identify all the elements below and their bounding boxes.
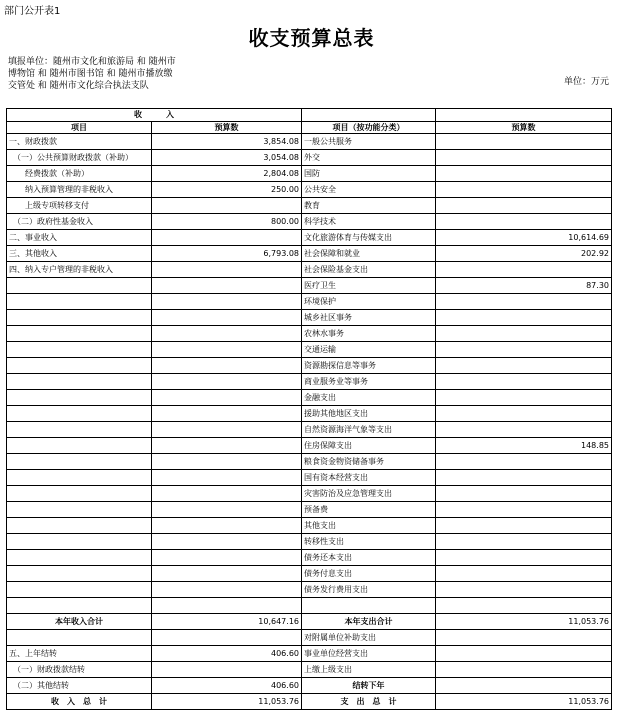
expend-item-cell: 国有资本经营支出 <box>302 470 436 486</box>
expend-item-cell: 环境保护 <box>302 294 436 310</box>
income-item-cell <box>7 502 152 518</box>
expend-budget-cell <box>436 422 612 438</box>
income-budget-cell: 3,854.08 <box>152 134 302 150</box>
income-budget-cell <box>152 422 302 438</box>
expend-budget-cell <box>436 598 612 614</box>
expend-budget-cell <box>436 326 612 342</box>
income-budget-cell <box>152 470 302 486</box>
table-row <box>7 534 612 550</box>
income-section-label: 收 入 <box>7 109 302 122</box>
income-budget-cell <box>152 358 302 374</box>
expend-item-cell: 住房保障支出 <box>302 438 436 454</box>
expend-item-cell: 对附属单位补助支出 <box>302 630 436 646</box>
expend-item-cell: 上缴上级支出 <box>302 662 436 678</box>
income-item-cell: 经费拨款（补助） <box>7 166 152 182</box>
expend-budget-cell <box>436 406 612 422</box>
expend-item-cell: 结转下年 <box>302 678 436 694</box>
expend-item-cell: 债务发行费用支出 <box>302 582 436 598</box>
income-item-cell: 纳入预算管理的非税收入 <box>7 182 152 198</box>
table-row <box>7 310 612 326</box>
table-row <box>7 598 612 614</box>
income-item-cell: 四、纳入专户管理的非税收入 <box>7 262 152 278</box>
currency-unit: 单位：万元 <box>563 77 609 87</box>
income-budget-cell <box>152 534 302 550</box>
table-row <box>7 246 612 262</box>
income-item-cell: 二、事业收入 <box>7 230 152 246</box>
header-income-item: 项目 <box>7 122 152 134</box>
income-budget-cell <box>152 438 302 454</box>
table-row <box>7 390 612 406</box>
table-row <box>7 198 612 214</box>
expend-item-cell: 转移性支出 <box>302 534 436 550</box>
document-number: 部门公开表1 <box>4 6 61 17</box>
income-budget-cell: 2,804.08 <box>152 166 302 182</box>
expend-item-cell: 社会保险基金支出 <box>302 262 436 278</box>
column-header-row <box>7 122 612 134</box>
expend-item-cell: 社会保障和就业 <box>302 246 436 262</box>
expend-budget-cell <box>436 518 612 534</box>
income-budget-cell <box>152 550 302 566</box>
expend-budget-cell <box>436 390 612 406</box>
table-row <box>7 566 612 582</box>
expend-budget-cell <box>436 502 612 518</box>
expend-budget-cell <box>436 134 612 150</box>
income-budget-cell <box>152 502 302 518</box>
expend-budget-cell <box>436 182 612 198</box>
table-row <box>7 470 612 486</box>
income-item-cell <box>7 582 152 598</box>
budget-summary-table <box>6 108 612 710</box>
income-item-cell <box>7 438 152 454</box>
header-income-budget: 预算数 <box>152 122 302 134</box>
expend-item-cell: 事业单位经营支出 <box>302 646 436 662</box>
expend-budget-cell <box>436 358 612 374</box>
expend-budget-cell: 87.30 <box>436 278 612 294</box>
expend-item-cell: 粮食资金物资储备事务 <box>302 454 436 470</box>
expend-budget-cell <box>436 454 612 470</box>
income-budget-cell <box>152 598 302 614</box>
income-budget-cell: 11,053.76 <box>152 694 302 710</box>
table-row <box>7 518 612 534</box>
expend-budget-cell <box>436 646 612 662</box>
income-budget-cell <box>152 582 302 598</box>
table-row <box>7 662 612 678</box>
empty-cell <box>302 109 436 122</box>
table-row <box>7 550 612 566</box>
expend-item-cell: 医疗卫生 <box>302 278 436 294</box>
expend-budget-cell <box>436 486 612 502</box>
header-expend-item: 项目（按功能分类） <box>302 122 436 134</box>
income-budget-cell: 406.60 <box>152 678 302 694</box>
table-row <box>7 182 612 198</box>
table-row <box>7 214 612 230</box>
expend-item-cell: 债务付息支出 <box>302 566 436 582</box>
expend-budget-cell <box>436 150 612 166</box>
table-row <box>7 150 612 166</box>
table-row <box>7 582 612 598</box>
expend-budget-cell <box>436 214 612 230</box>
expend-item-cell: 国防 <box>302 166 436 182</box>
income-budget-cell <box>152 406 302 422</box>
income-item-cell <box>7 342 152 358</box>
table-row <box>7 262 612 278</box>
expend-budget-cell <box>436 534 612 550</box>
expend-budget-cell <box>436 630 612 646</box>
expend-budget-cell <box>436 198 612 214</box>
income-item-cell <box>7 566 152 582</box>
income-item-cell <box>7 470 152 486</box>
expend-budget-cell <box>436 294 612 310</box>
table-row <box>7 614 612 630</box>
income-budget-cell: 3,054.08 <box>152 150 302 166</box>
expend-item-cell: 支 出 总 计 <box>302 694 436 710</box>
table-row <box>7 630 612 646</box>
income-budget-cell <box>152 198 302 214</box>
table-row <box>7 278 612 294</box>
expend-item-cell: 灾害防治及应急管理支出 <box>302 486 436 502</box>
income-budget-cell: 800.00 <box>152 214 302 230</box>
expend-item-cell: 自然资源海洋气象等支出 <box>302 422 436 438</box>
income-item-cell: 上级专项转移支付 <box>7 198 152 214</box>
expend-budget-cell <box>436 262 612 278</box>
expend-item-cell: 预备费 <box>302 502 436 518</box>
table-row <box>7 502 612 518</box>
income-item-cell <box>7 294 152 310</box>
income-item-cell: 五、上年结转 <box>7 646 152 662</box>
income-budget-cell <box>152 374 302 390</box>
income-budget-cell: 406.60 <box>152 646 302 662</box>
expend-item-cell: 科学技术 <box>302 214 436 230</box>
expend-item-cell: 公共安全 <box>302 182 436 198</box>
expend-budget-cell <box>436 470 612 486</box>
expend-budget-cell <box>436 582 612 598</box>
expend-item-cell: 债务还本支出 <box>302 550 436 566</box>
expend-item-cell: 商业服务业等事务 <box>302 374 436 390</box>
income-budget-cell <box>152 454 302 470</box>
expend-item-cell: 其他支出 <box>302 518 436 534</box>
reporting-unit: 填报单位：随州市文化和旅游局 和 随州市博物馆 和 随州市图书馆 和 随州市播放缴交管处 和 随州市文化综合执法支队 <box>8 57 176 91</box>
income-item-cell <box>7 278 152 294</box>
expend-budget-cell: 202.92 <box>436 246 612 262</box>
table-row <box>7 326 612 342</box>
expend-budget-cell: 10,614.69 <box>436 230 612 246</box>
income-item-cell <box>7 406 152 422</box>
income-budget-cell: 10,647.16 <box>152 614 302 630</box>
expend-item-cell: 城乡社区事务 <box>302 310 436 326</box>
expend-budget-cell <box>436 166 612 182</box>
income-budget-cell <box>152 342 302 358</box>
expend-item-cell: 农林水事务 <box>302 326 436 342</box>
expend-budget-cell: 11,053.76 <box>436 694 612 710</box>
income-budget-cell <box>152 390 302 406</box>
income-budget-cell <box>152 486 302 502</box>
expend-budget-cell <box>436 374 612 390</box>
expend-item-cell: 外交 <box>302 150 436 166</box>
income-item-cell <box>7 310 152 326</box>
expend-item-cell: 一般公共服务 <box>302 134 436 150</box>
table-row <box>7 406 612 422</box>
income-item-cell <box>7 550 152 566</box>
table-row <box>7 134 612 150</box>
income-budget-cell <box>152 566 302 582</box>
income-item-cell: 本年收入合计 <box>7 614 152 630</box>
page-title: 收支预算总表 <box>248 26 375 50</box>
expend-budget-cell: 148.85 <box>436 438 612 454</box>
expend-budget-cell <box>436 566 612 582</box>
income-item-cell: （一）公共预算财政拨款（补助） <box>7 150 152 166</box>
expend-budget-cell <box>436 550 612 566</box>
expend-budget-cell <box>436 342 612 358</box>
income-item-cell <box>7 518 152 534</box>
income-item-cell <box>7 486 152 502</box>
income-item-cell: 一、财政拨款 <box>7 134 152 150</box>
expend-budget-cell <box>436 662 612 678</box>
income-budget-cell <box>152 326 302 342</box>
income-item-cell: （二）政府性基金收入 <box>7 214 152 230</box>
income-item-cell <box>7 422 152 438</box>
income-item-cell: （一）财政拨款结转 <box>7 662 152 678</box>
table-row <box>7 294 612 310</box>
table-row <box>7 230 612 246</box>
income-item-cell <box>7 598 152 614</box>
income-item-cell <box>7 374 152 390</box>
income-budget-cell <box>152 662 302 678</box>
table-row <box>7 342 612 358</box>
table-row <box>7 646 612 662</box>
income-budget-cell <box>152 294 302 310</box>
income-item-cell <box>7 454 152 470</box>
income-budget-cell <box>152 310 302 326</box>
income-budget-cell: 6,793.08 <box>152 246 302 262</box>
table-row <box>7 694 612 710</box>
empty-cell <box>436 109 612 122</box>
expend-item-cell <box>302 598 436 614</box>
table-row <box>7 374 612 390</box>
table-row <box>7 454 612 470</box>
income-item-cell <box>7 534 152 550</box>
section-header-row <box>7 109 612 122</box>
income-item-cell: 收 入 总 计 <box>7 694 152 710</box>
expend-budget-cell <box>436 678 612 694</box>
income-budget-cell <box>152 630 302 646</box>
income-item-cell <box>7 326 152 342</box>
income-budget-cell <box>152 518 302 534</box>
expend-item-cell: 文化旅游体育与传媒支出 <box>302 230 436 246</box>
table-row <box>7 678 612 694</box>
income-item-cell <box>7 630 152 646</box>
income-item-cell: 三、其他收入 <box>7 246 152 262</box>
table-row <box>7 166 612 182</box>
table-row <box>7 486 612 502</box>
expend-item-cell: 资源勘探信息等事务 <box>302 358 436 374</box>
income-budget-cell <box>152 262 302 278</box>
expend-item-cell: 教育 <box>302 198 436 214</box>
expend-item-cell: 金融支出 <box>302 390 436 406</box>
expend-item-cell: 交通运输 <box>302 342 436 358</box>
expend-item-cell: 援助其他地区支出 <box>302 406 436 422</box>
income-budget-cell: 250.00 <box>152 182 302 198</box>
income-budget-cell <box>152 230 302 246</box>
table-row <box>7 358 612 374</box>
expend-budget-cell: 11,053.76 <box>436 614 612 630</box>
income-item-cell <box>7 390 152 406</box>
expend-budget-cell <box>436 310 612 326</box>
expend-item-cell: 本年支出合计 <box>302 614 436 630</box>
income-budget-cell <box>152 278 302 294</box>
income-item-cell <box>7 358 152 374</box>
table-row <box>7 438 612 454</box>
income-item-cell: （二）其他结转 <box>7 678 152 694</box>
table-row <box>7 422 612 438</box>
header-expend-budget: 预算数 <box>436 122 612 134</box>
